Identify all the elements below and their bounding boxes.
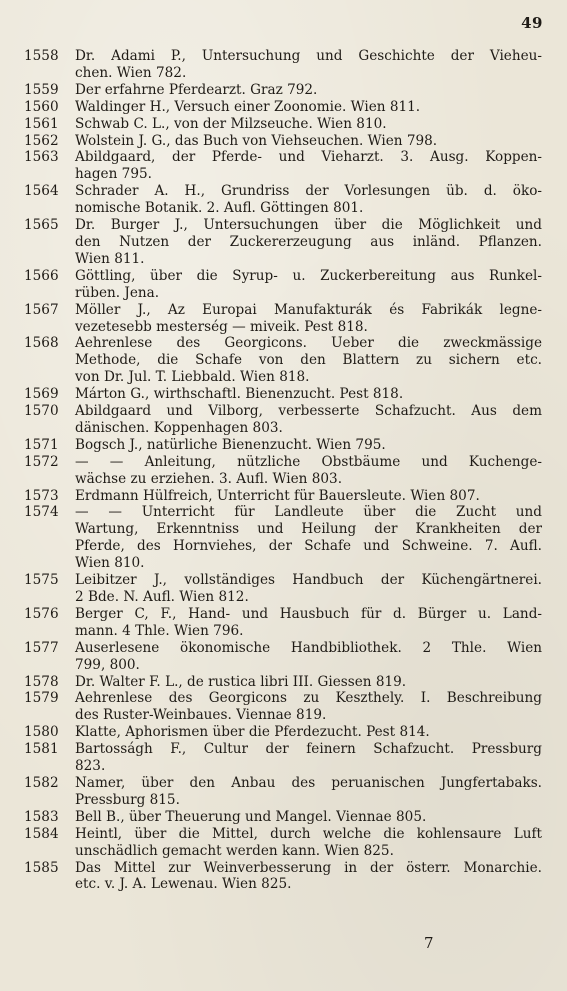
entry-line: Berger C, F., Hand- und Hausbuch für d. Bürger u. Land- — [75, 605, 542, 622]
entry-text — [75, 724, 542, 741]
entry-text — [75, 606, 542, 640]
entry-line: Dr. Burger J., Untersuchungen über die Möglichkeit und — [75, 217, 542, 234]
entry-line: 799, 800. — [75, 656, 140, 673]
bibliography-entry — [24, 386, 542, 403]
entry-number: 1579 — [24, 690, 59, 707]
entry-line: Göttling, über die Syrup- u. Zuckerbereitung aus Runkel- — [75, 267, 542, 284]
page-number: 49 — [521, 14, 543, 32]
entry-line: 2 Bde. N. Aufl. Wien 812. — [75, 589, 249, 605]
entry-line: vezetesebb mesterség — miveik. Pest 818. — [75, 318, 368, 335]
bibliography-list — [24, 48, 542, 893]
entry-line: chen. Wien 782. — [75, 64, 187, 81]
entry-line: von Dr. Jul. T. Liebbald. Wien 818. — [75, 369, 310, 386]
entry-text — [75, 302, 542, 336]
entry-text — [75, 99, 542, 116]
entry-line: Aehrenlese des Georgicons. Ueber die zweckmässige — [75, 335, 542, 352]
entry-line: den Nutzen der Zuckererzeugung aus inländ. Pflanzen. — [75, 233, 542, 250]
entry-number: 1563 — [24, 149, 59, 166]
signature-mark: 7 — [424, 934, 434, 952]
entry-number: 1572 — [24, 453, 59, 470]
entry-text — [75, 860, 542, 894]
entry-line: — — Anleitung, nützliche Obstbäume und Kuchenge- — [75, 453, 542, 470]
entry-number: 1570 — [24, 403, 59, 420]
entry-line: Bell B., über Theuerung und Mangel. Viennae 805. — [75, 808, 427, 825]
entry-line: Wien 810. — [75, 555, 145, 572]
entry-number: 1573 — [24, 487, 59, 504]
entry-text — [75, 674, 542, 691]
entry-text — [75, 403, 542, 437]
entry-line: Bartosságh F., Cultur der feinern Schafzucht. Pressburg — [75, 741, 542, 758]
entry-line: Abildgaard und Vilborg, verbesserte Schafzucht. Aus dem — [75, 403, 542, 420]
entry-text — [75, 826, 542, 860]
entry-text — [75, 268, 542, 302]
entry-text — [75, 690, 542, 724]
entry-number: 1578 — [24, 673, 59, 690]
entry-line: Namer, über den Anbau des peruanischen Jungfertabaks. — [75, 774, 542, 791]
bibliography-entry — [24, 183, 542, 217]
entry-line: Márton G., wirthschaftl. Bienenzucht. Pest 818. — [75, 386, 404, 403]
entry-text — [75, 809, 542, 826]
entry-line: hagen 795. — [75, 166, 152, 183]
entry-line: unschädlich gemacht werden kann. Wien 825. — [75, 842, 394, 859]
entry-line: Bogsch J., natürliche Bienenzucht. Wien 795. — [75, 436, 386, 453]
entry-text — [75, 386, 542, 403]
entry-text — [75, 149, 542, 183]
entry-line: Aehrenlese des Georgicons zu Keszthely. I. Beschreibung — [75, 690, 542, 707]
entry-line: — — Unterricht für Landleute über die Zucht und — [75, 504, 542, 521]
entry-number: 1583 — [24, 808, 59, 825]
entry-line: Möller J., Az Europai Manufakturák és Fabrikák legne- — [75, 301, 542, 318]
entry-line: mann. 4 Thle. Wien 796. — [75, 622, 244, 639]
entry-number: 1574 — [24, 504, 59, 521]
entry-number: 1566 — [24, 267, 59, 284]
entry-line: Methode, die Schafe von den Blattern zu sichern etc. — [75, 352, 542, 369]
entry-line: Der erfahrne Pferdearzt. Graz 792. — [75, 81, 318, 98]
entry-line: Wolstein J. G., das Buch von Viehseuchen. Wien 798. — [75, 132, 438, 149]
bibliography-entry — [24, 572, 542, 606]
entry-text — [75, 335, 542, 386]
entry-number: 1569 — [24, 386, 59, 403]
entry-line: 823. — [75, 758, 106, 775]
entry-number: 1581 — [24, 741, 59, 758]
bibliography-entry — [24, 116, 542, 133]
entry-number: 1575 — [24, 572, 59, 589]
entry-number: 1564 — [24, 183, 59, 200]
entry-number: 1568 — [24, 335, 59, 352]
entry-line: dänischen. Koppenhagen 803. — [75, 419, 283, 436]
bibliography-entry — [24, 403, 542, 437]
entry-number: 1576 — [24, 605, 59, 622]
entry-text — [75, 775, 542, 809]
entry-text — [75, 437, 542, 454]
entry-text — [75, 741, 542, 775]
bibliography-entry — [24, 217, 542, 268]
entry-text — [75, 640, 542, 674]
bibliography-entry — [24, 741, 542, 775]
entry-line: Das Mittel zur Weinverbesserung in der österr. Monarchie. — [75, 859, 542, 876]
entry-text — [75, 504, 542, 572]
entry-text — [75, 488, 542, 505]
bibliography-entry — [24, 133, 542, 150]
entry-line: Schrader A. H., Grundriss der Vorlesungen üb. d. öko- — [75, 183, 542, 200]
bibliography-entry — [24, 488, 542, 505]
entry-number: 1560 — [24, 98, 59, 115]
bibliography-entry — [24, 48, 542, 82]
entry-line: des Ruster-Weinbaues. Viennae 819. — [75, 707, 327, 724]
bibliography-entry — [24, 335, 542, 386]
bibliography-entry — [24, 860, 542, 894]
entry-number: 1559 — [24, 81, 59, 98]
entry-number: 1585 — [24, 859, 59, 876]
bibliography-entry — [24, 454, 542, 488]
entry-line: Pferde, des Hornviehes, der Schafe und Schweine. 7. Aufl. — [75, 538, 542, 555]
entry-number: 1582 — [24, 774, 59, 791]
bibliography-entry — [24, 690, 542, 724]
bibliography-entry — [24, 268, 542, 302]
entry-text — [75, 572, 542, 606]
entry-number: 1561 — [24, 115, 59, 132]
entry-line: Klatte, Aphorismen über die Pferdezucht. Pest 814. — [75, 724, 430, 741]
entry-line: Auserlesene ökonomische Handbibliothek. 2 Thle. Wien — [75, 639, 542, 656]
bibliography-entry — [24, 99, 542, 116]
entry-text — [75, 133, 542, 150]
entry-line: nomische Botanik. 2. Aufl. Göttingen 801. — [75, 200, 364, 217]
entry-number: 1584 — [24, 825, 59, 842]
entry-text — [75, 82, 542, 99]
entry-line: Dr. Adami P., Untersuchung und Geschichte der Vieheu- — [75, 48, 542, 64]
bibliography-entry — [24, 674, 542, 691]
entry-text — [75, 454, 542, 488]
bibliography-entry — [24, 302, 542, 336]
entry-line: Pressburg 815. — [75, 791, 180, 808]
bibliography-entry — [24, 504, 542, 572]
bibliography-entry — [24, 775, 542, 809]
entry-line: Wien 811. — [75, 250, 145, 267]
bibliography-entry — [24, 640, 542, 674]
entry-number: 1567 — [24, 301, 59, 318]
bibliography-entry — [24, 437, 542, 454]
entry-number: 1565 — [24, 217, 59, 234]
entry-number: 1580 — [24, 724, 59, 741]
entry-line: rüben. Jena. — [75, 284, 160, 301]
entry-line: wächse zu erziehen. 3. Aufl. Wien 803. — [75, 470, 343, 487]
entry-text — [75, 48, 542, 82]
entry-line: Heintl, über die Mittel, durch welche die kohlensaure Luft — [75, 825, 542, 842]
entry-line: Schwab C. L., von der Milzseuche. Wien 810. — [75, 115, 387, 132]
entry-text — [75, 116, 542, 133]
entry-number: 1577 — [24, 639, 59, 656]
entry-line: Dr. Walter F. L., de rustica libri III. Giessen 819. — [75, 673, 407, 690]
entry-line: Wartung, Erkenntniss und Heilung der Krankheiten der — [75, 521, 542, 538]
entry-line: Waldinger H., Versuch einer Zoonomie. Wien 811. — [75, 98, 421, 115]
bibliography-entry — [24, 82, 542, 99]
bibliography-entry — [24, 809, 542, 826]
entry-text — [75, 183, 542, 217]
entry-line: Abildgaard, der Pferde- und Vieharzt. 3. Ausg. Koppen- — [75, 149, 542, 166]
entry-text — [75, 217, 542, 268]
bibliography-entry — [24, 149, 542, 183]
entry-number: 1558 — [24, 48, 59, 64]
bibliography-entry — [24, 724, 542, 741]
entry-number: 1562 — [24, 132, 59, 149]
bibliography-entry — [24, 826, 542, 860]
entry-line: etc. v. J. A. Lewenau. Wien 825. — [75, 876, 292, 893]
entry-line: Leibitzer J., vollständiges Handbuch der Küchengärtnerei. — [75, 572, 542, 589]
bibliography-entry — [24, 606, 542, 640]
entry-line: Erdmann Hülfreich, Unterricht für Bauersleute. Wien 807. — [75, 487, 480, 504]
entry-number: 1571 — [24, 436, 59, 453]
